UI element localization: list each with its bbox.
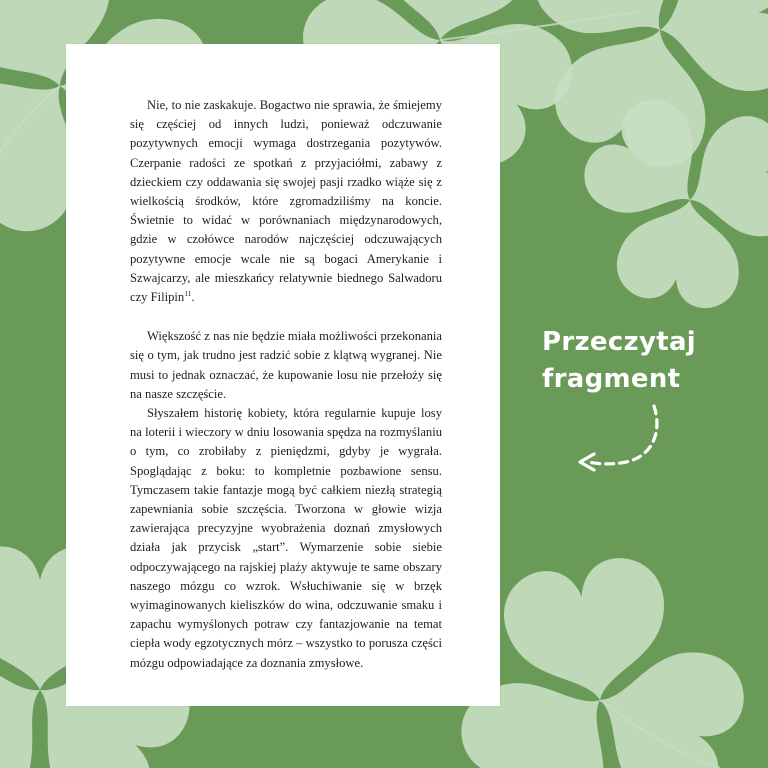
excerpt-paragraph — [130, 96, 442, 307]
excerpt-paragraph: Słyszałem historię kobiety, która regularnie kupuje losy na loterii i wieczory w dniu losowania spędza na rozmyślaniu o tym, co zrobiłaby z pieniędzmi, gdyby je wygrała. Spoglądając z boku: to kompletnie pozbawione sensu. Tymczasem takie fantazje mogą być całkiem niezłą strategią zapewniania sobie szczęścia. Tworzona w głowie wizja zawierająca precyzyjne wyobrażenia doznań zmysłowych działa jak przycisk „start”. Wymarzenie sobie siebie odpoczywającego na rajskiej plaży aktywuje te same obszary naszego mózgu co wzrok. Wsłuchiwanie się w brzęk wyimaginowanych kieliszków do wina, odczuwanie smaku i zapachu wymyślonych potraw czy fantazjowanie na temat ciepła wody egzotycznych mórz – wszystko to porusza części mózgu odpowiadające za doznania zmysłowe. — [130, 406, 442, 670]
excerpt-paragraph: Większość z nas nie będzie miała możliwości przekonania się o tym, jak trudno jest radzić sobie z klątwą wygranej. Nie musi to jednak oznaczać, że kupowanie losu nie przełoży się na nasze szczęście. — [130, 329, 442, 401]
book-excerpt — [130, 96, 442, 673]
cta-line-2: fragment — [542, 364, 681, 394]
footnote-marker: 11 — [184, 289, 192, 299]
book-page — [66, 44, 500, 706]
read-excerpt-cta[interactable] — [542, 324, 696, 398]
curved-dashed-arrow-icon — [570, 400, 670, 480]
paragraph-text: Nie, to nie zaskakuje. Bogactwo nie sprawia, że śmiejemy się częściej od innych ludzi, ponieważ odczuwanie pozytywnych emocji wymaga dostrzegania pozytywów. Czerpanie radości ze spotkań z przyjaciółmi, zabawy z dzieckiem czy oddawania się swojej pasji rzadko wiąże się z wielkością środków, które zgromadziliśmy na koncie. Świetnie to widać w porównaniach międzynarodowych, gdzie w czołówce narodów najczęściej odczuwających pozytywne emocje wcale nie są bogaci Amerykanie i Szwajcarzy, ale mieszkańcy relatywnie biednego Salwadoru czy Filipin — [130, 98, 442, 305]
cta-line-1: Przeczytaj — [542, 327, 697, 357]
paragraph-end: . — [191, 290, 195, 305]
